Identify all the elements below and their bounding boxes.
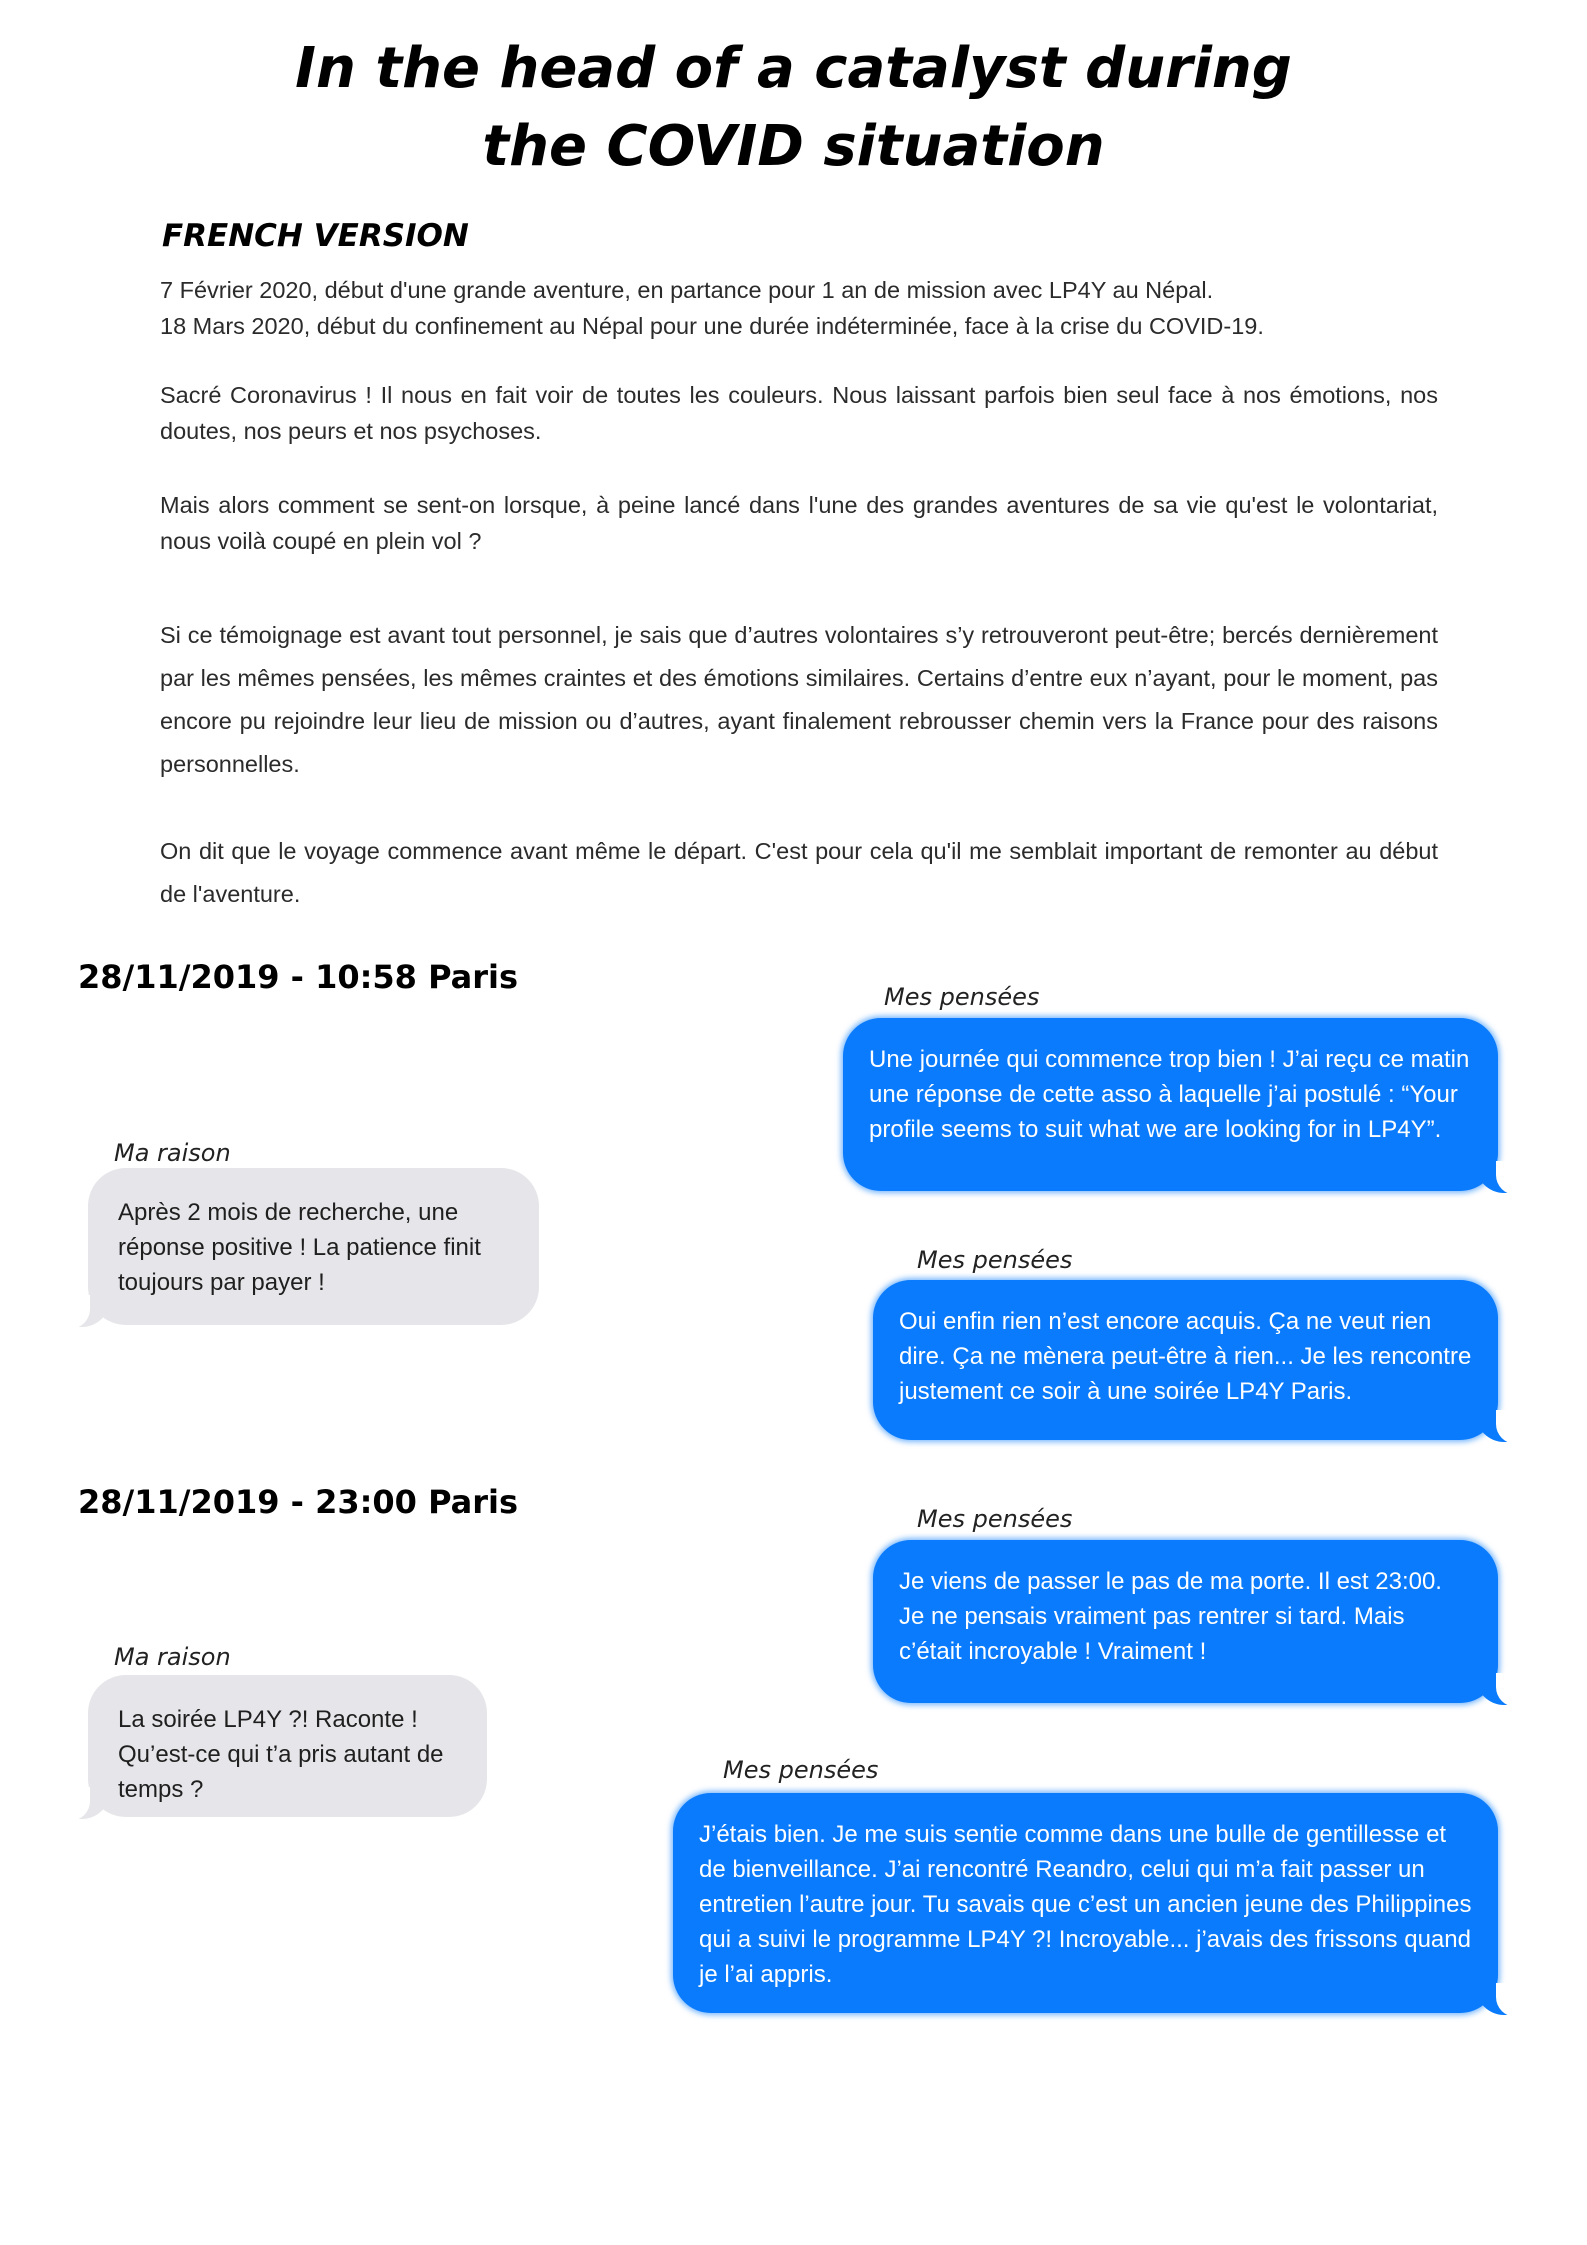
message-text: Oui enfin rien n’est encore acquis. Ça ne veut rien dire. Ça ne mènera peut-être à rien... Je les rencontre justement ce soir à une soirée LP4Y Paris.	[899, 1308, 1472, 1405]
intro-line-departure: 7 Février 2020, début d'une grande aventure, en partance pour 1 an de mission avec LP4Y au Népal.	[160, 277, 1214, 303]
message-text: La soirée LP4Y ?! Raconte ! Qu’est-ce qui t’a pris autant de temps ?	[118, 1706, 444, 1803]
thought-bubble	[873, 1540, 1498, 1703]
message-text: J’étais bien. Je me suis sentie comme dans une bulle de gentillesse et de bienveillance. J’ai rencontré Reandro, celui qui m’a fait passer un entretien l’autre jour. Tu savais que c’est un ancien jeune des Philippines qui a suivi le programme LP4Y ?! Incroyable... j’avais des frissons quand je l’ai appris.	[699, 1821, 1472, 1988]
intro-paragraph-question: Mais alors comment se sent-on lorsque, à peine lancé dans l'une des grandes aventures de sa vie qu'est le volontariat, nous voilà coupé en plein vol ?	[160, 492, 1438, 554]
conversation-date: 28/11/2019 - 10:58 Paris	[78, 958, 519, 996]
title-line-1: In the head of a catalyst during	[295, 36, 1292, 101]
title-line-2: the COVID situation	[482, 114, 1105, 179]
conversation-date: 28/11/2019 - 23:00 Paris	[78, 1483, 519, 1521]
thought-bubble	[673, 1793, 1498, 2013]
intro-paragraph-journey: On dit que le voyage commence avant même le départ. C'est pour cela qu'il me semblait important de remonter au début de l'aventure.	[160, 838, 1438, 907]
speaker-label-reason: Ma raison	[114, 1643, 231, 1671]
message-text: Je viens de passer le pas de ma porte. Il est 23:00. Je ne pensais vraiment pas rentrer si tard. Mais c’était incroyable ! Vraiment !	[899, 1568, 1442, 1665]
thought-bubble	[843, 1018, 1498, 1191]
intro-line-lockdown: 18 Mars 2020, début du confinement au Népal pour une durée indéterminée, face à la crise du COVID-19.	[160, 313, 1264, 339]
thought-bubble	[873, 1280, 1498, 1440]
speaker-label-thoughts: Mes pensées	[917, 1246, 1073, 1274]
speaker-label-thoughts: Mes pensées	[723, 1756, 879, 1784]
speaker-label-thoughts: Mes pensées	[884, 983, 1040, 1011]
page-title	[0, 30, 1587, 186]
intro-paragraph-dates	[160, 272, 1438, 344]
speaker-label-reason: Ma raison	[114, 1139, 231, 1167]
message-text: Une journée qui commence trop bien ! J’ai reçu ce matin une réponse de cette asso à laquelle j’ai postulé : “Your profile seems to suit what we are looking for in LP4Y”.	[869, 1046, 1470, 1143]
message-text: Après 2 mois de recherche, une réponse positive ! La patience finit toujours par payer !	[118, 1199, 481, 1296]
intro-paragraph-coronavirus: Sacré Coronavirus ! Il nous en fait voir de toutes les couleurs. Nous laissant parfois bien seul face à nos émotions, nos doutes, nos peurs et nos psychoses.	[160, 382, 1438, 444]
section-label: FRENCH VERSION	[162, 218, 469, 254]
speaker-label-thoughts: Mes pensées	[917, 1505, 1073, 1533]
intro-paragraph-testimony: Si ce témoignage est avant tout personnel, je sais que d’autres volontaires s’y retrouveront peut-être; bercés dernièrement par les mêmes pensées, les mêmes craintes et des émotions similaires. Certains d’entre eux n’ayant, pour le moment, pas encore pu rejoindre leur lieu de mission ou d’autres, ayant finalement rebrousser chemin vers la France pour des raisons personnelles.	[160, 622, 1438, 777]
reason-bubble	[88, 1675, 487, 1817]
reason-bubble	[88, 1168, 539, 1325]
